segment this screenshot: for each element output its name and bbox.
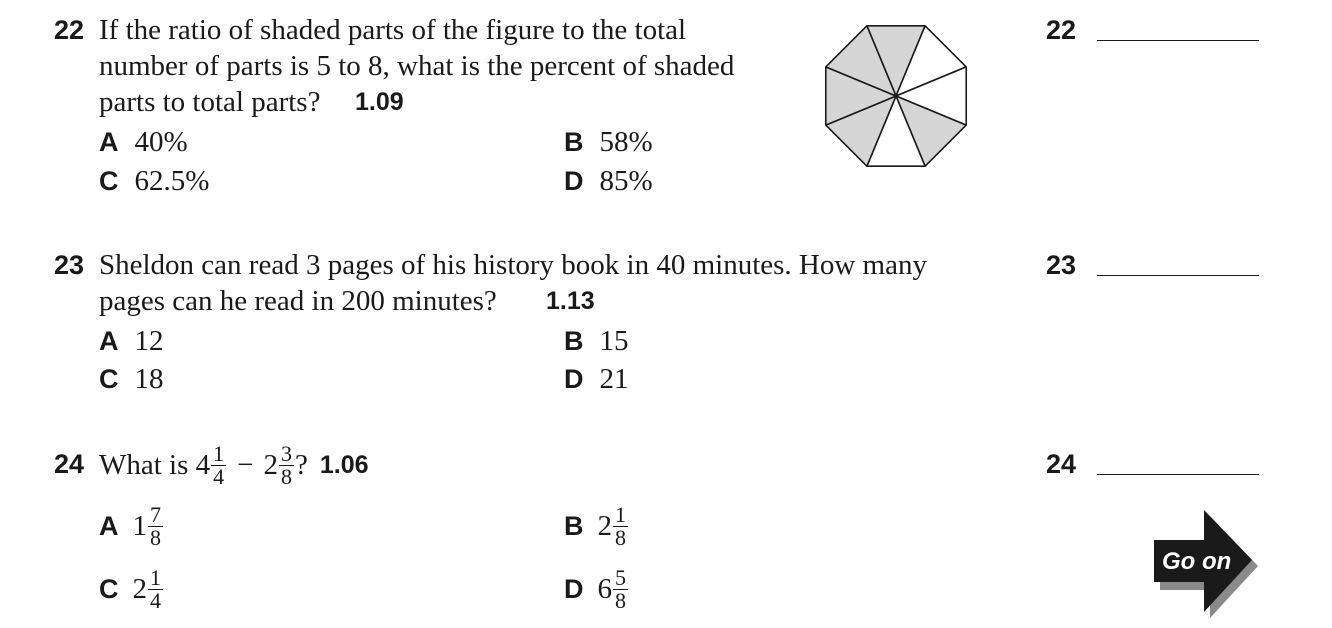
choice-text: 62.5% [134,165,210,197]
question-number: 23 [54,250,85,280]
question-number: 22 [54,15,85,45]
octagon-sectors [826,26,966,166]
choice-letter: D [564,166,584,196]
choice-letter: D [564,573,584,604]
choice-c[interactable] [99,165,209,198]
go-on-label: Go on [1162,548,1232,575]
choice-letter: A [99,326,119,356]
question-number: 24 [54,449,85,479]
answer-label: 22 [1046,15,1077,45]
answer-blank[interactable] [1097,40,1259,41]
whole-part: 6 [597,572,612,605]
choice-d[interactable] [564,563,629,615]
numerator: 1 [150,564,161,590]
numerator: 7 [150,501,161,527]
mixed-number [132,501,165,550]
choice-b[interactable] [564,126,653,159]
denominator: 8 [281,463,293,489]
question-text-line: If the ratio of shaded parts of the figure to the total [99,14,687,46]
fraction [613,564,628,613]
answer-blank[interactable] [1097,474,1259,475]
mixed-number [132,564,165,613]
standard-code: 1.06 [319,450,369,479]
choice-letter: C [99,166,119,196]
choice-a[interactable] [99,325,164,358]
mixed-number [597,501,630,550]
choice-text: 18 [134,363,164,395]
choice-text: 15 [599,325,629,357]
denominator: 4 [213,463,225,489]
mixed-number [597,564,630,613]
choice-b[interactable] [564,325,629,358]
choice-d[interactable] [564,363,629,396]
standard-code: 1.13 [546,287,595,315]
question-text-line: pages can he read in 200 minutes? [99,285,497,317]
question-text-line: number of parts is 5 to 8, what is the percent of shaded [99,50,735,82]
choice-text: 40% [134,126,188,158]
denominator: 8 [615,524,626,550]
choice-letter: A [99,127,119,157]
choice-text: 21 [599,363,629,395]
denominator: 8 [150,524,161,550]
shaded-octagon-figure [818,18,974,174]
fraction [211,440,226,489]
question-text [99,440,369,490]
answer-label: 24 [1046,449,1077,479]
question-mark: ? [295,449,308,481]
fraction [148,501,163,550]
choice-text: 12 [134,325,164,357]
whole-part: 1 [132,509,147,542]
choice-letter: C [99,573,119,604]
choice-a[interactable] [99,500,164,552]
choice-c[interactable] [99,363,164,396]
fraction [148,564,163,613]
choice-d[interactable] [564,165,653,198]
question-prompt: What is [99,449,196,481]
go-on-arrow-icon[interactable] [1150,508,1262,618]
fraction [279,440,294,489]
choice-letter: A [99,510,119,541]
whole-part: 2 [597,509,612,542]
numerator: 1 [615,501,626,527]
whole-part: 4 [195,448,211,481]
choice-text: 58% [599,126,653,158]
answer-label: 23 [1046,250,1077,280]
question-text-line: parts to total parts? [99,86,321,118]
fraction [613,501,628,550]
mixed-number [195,440,228,489]
denominator: 8 [615,587,626,613]
denominator: 4 [150,587,161,613]
minus-operator: − [237,449,254,481]
choice-b[interactable] [564,500,629,552]
choice-letter: D [564,364,584,394]
choice-letter: C [99,364,119,394]
standard-code: 1.09 [355,88,404,116]
numerator: 1 [213,440,225,466]
question-text-line: Sheldon can read 3 pages of his history book in 40 minutes. How many [99,249,927,281]
mixed-number [263,440,296,489]
choice-a[interactable] [99,126,188,159]
whole-part: 2 [263,448,279,481]
numerator: 3 [281,440,293,466]
numerator: 5 [615,564,626,590]
answer-blank[interactable] [1097,275,1259,276]
choice-letter: B [564,127,584,157]
whole-part: 2 [132,572,147,605]
choice-text: 85% [599,165,653,197]
choice-c[interactable] [99,563,164,615]
choice-letter: B [564,510,584,541]
choice-letter: B [564,326,584,356]
